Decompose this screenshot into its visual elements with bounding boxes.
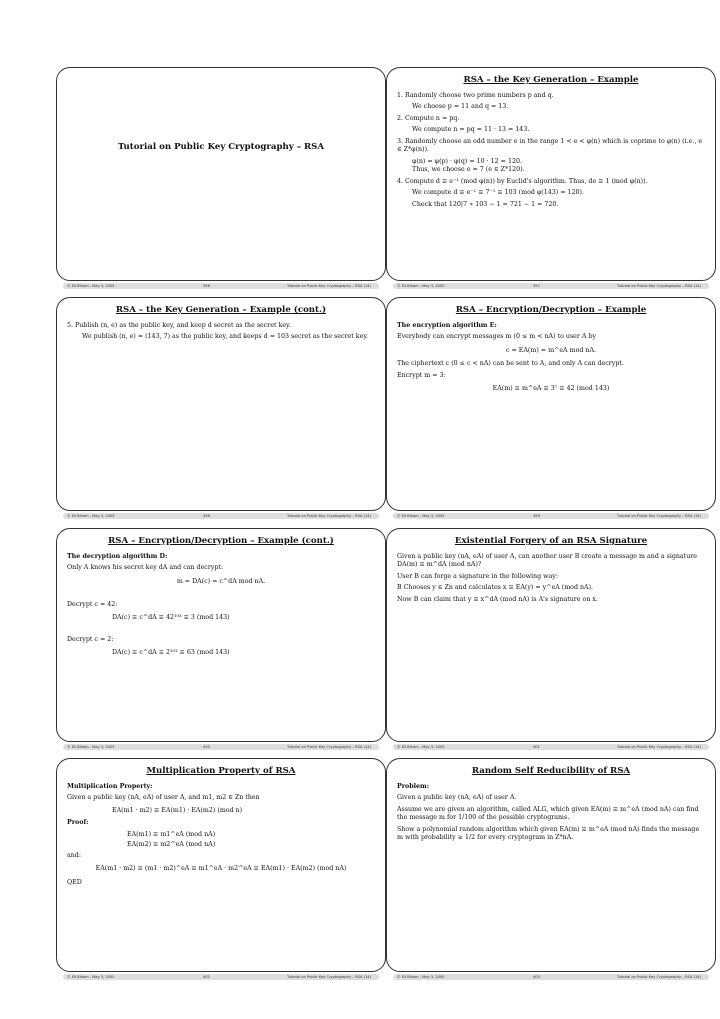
- text-line: Given a public key (nA, eA) of user A, can another user B create a message m and a signature DA(m) ≡ m^dA (mod nA)?: [397, 552, 698, 569]
- example-line: φ(n) = φ(p) · φ(q) = 10 · 12 = 120.: [412, 157, 522, 165]
- footer-course: Tutorial on Public Key Cryptography – RSA (14): [287, 514, 371, 518]
- equation: EA(m1 · m2) ≡ (m1 · m2)^eA ≡ m1^eA · m2^eA ≡ EA(m1) · EA(m2) (mod nA): [95, 865, 347, 873]
- footer-page: 397: [533, 284, 540, 288]
- step-line: 4. Compute d ≡ e⁻¹ (mod φ(n)) by Euclid's algorithm. Thus, de ≡ 1 (mod φ(n)).: [397, 177, 648, 185]
- section-heading: Proof:: [67, 819, 89, 827]
- footer-author: © Eli Biham - May 3, 2005: [67, 284, 115, 288]
- text-line: Now B can claim that y ≡ x^dA (mod nA) is A's signature on x.: [397, 595, 598, 603]
- text-line: Show a polynomial random algorithm which given EA(m) ≡ m^eA (mod nA) finds the message m with probability ≥ 1/2 for every cryptogram in Z*nA.: [397, 825, 700, 842]
- footer-page: 396: [203, 284, 210, 288]
- text-line: and:: [67, 851, 81, 859]
- footer-course: Tutorial on Public Key Cryptography – RSA (14): [287, 284, 371, 288]
- slide-398: [56, 297, 386, 518]
- step-line: 3. Randomly choose an odd number e in the range 1 < e < φ(n) which is coprime to φ(n) (i.e., e ∈ Z*φ(n)).: [397, 137, 703, 154]
- slide-397: [386, 67, 716, 288]
- text-line: Everybody can encrypt messages m (0 ≤ m < nA) to user A by: [397, 333, 597, 341]
- text-line: Assume we are given an algorithm, called ALG, which given EA(m) ≡ m^eA (mod nA) can find the message m for 1/100 of the possible cryptograms.: [397, 805, 699, 822]
- text-line: B Chooses y ∈ Zn and calculates x ≡ EA(y) = y^eA (mod nA).: [397, 584, 594, 592]
- slide-400: [56, 528, 386, 749]
- equation: EA(m) ≡ m^eA ≡ 3⁷ ≡ 42 (mod 143): [492, 385, 610, 393]
- footer-page: 403: [533, 975, 540, 979]
- step-line: 5. Publish (n, e) as the public key, and keep d secret as the secret key.: [67, 321, 291, 329]
- equation: m = DA(c) = c^dA mod nA.: [176, 577, 266, 585]
- slide-footer: [63, 974, 379, 980]
- footer-page: 401: [533, 745, 540, 749]
- equation: EA(m1) ≡ m1^eA (mod nA): [127, 830, 216, 838]
- example-line: We compute d ≡ e⁻¹ ≡ 7⁻¹ ≡ 103 (mod φ(143) = 120).: [412, 189, 584, 197]
- footer-course: Tutorial on Public Key Cryptography – RSA (14): [617, 514, 701, 518]
- footer-author: © Eli Biham - May 3, 2005: [67, 514, 115, 518]
- example-line: Thus, we choose e = 7 (e ∈ Z*120).: [412, 166, 525, 174]
- text-line: Given a public key (nA, eA) of user A.: [397, 794, 517, 802]
- footer-course: Tutorial on Public Key Cryptography – RSA (14): [287, 745, 371, 749]
- equation: EA(m2) ≡ m2^eA (mod nA): [127, 841, 216, 849]
- slide-footer: [63, 283, 379, 289]
- slide-401: [386, 528, 716, 749]
- example-line: We publish (n, e) = (143, 7) as the public key, and keeps d = 103 secret as the secret key.: [82, 333, 369, 341]
- slide-title: Tutorial on Public Key Cryptography – RSA: [117, 142, 325, 152]
- example-line: We compute n = pq = 11 · 13 = 143.: [412, 126, 530, 134]
- text-line: Decrypt c = 42:: [67, 601, 118, 609]
- slide-402: [56, 758, 386, 979]
- text-line: Given a public key (nA, eA) of user A, and m1, m2 ∈ Zn then: [67, 794, 260, 802]
- footer-page: 402: [203, 975, 210, 979]
- example-line: We choose p = 11 and q = 13.: [412, 103, 509, 111]
- text-line: The ciphertext c (0 ≤ c < nA) can be sent to A, and only A can decrypt.: [397, 360, 624, 368]
- slide-title: RSA – the Key Generation – Example: [463, 75, 639, 85]
- slide-title: RSA – Encryption/Decryption – Example (cont.): [108, 536, 334, 546]
- equation: DA(c) ≡ c^dA ≡ 42¹⁰³ ≡ 3 (mod 143): [112, 613, 230, 621]
- text-line: Decrypt c = 2:: [67, 636, 114, 644]
- text-line: Encrypt m = 3:: [397, 371, 446, 379]
- text-line: QED: [67, 878, 82, 886]
- footer-author: © Eli Biham - May 3, 2005: [397, 745, 445, 749]
- example-line: Check that 120|7 ∗ 103 − 1 = 721 − 1 = 720.: [412, 200, 559, 208]
- footer-author: © Eli Biham - May 3, 2005: [67, 745, 115, 749]
- footer-author: © Eli Biham - May 3, 2005: [397, 284, 445, 288]
- slide-title: Multiplication Property of RSA: [146, 766, 296, 776]
- section-heading: Problem:: [397, 782, 430, 790]
- slide-399: [386, 297, 716, 518]
- step-line: 1. Randomly choose two prime numbers p and q.: [397, 91, 554, 99]
- slide-396: [56, 67, 386, 288]
- section-heading: The encryption algorithm E:: [397, 321, 497, 329]
- footer-page: 399: [533, 514, 540, 518]
- footer-page: 398: [203, 514, 210, 518]
- footer-course: Tutorial on Public Key Cryptography – RSA (14): [617, 975, 701, 979]
- step-line: 2. Compute n = pq.: [397, 114, 460, 122]
- slide-footer: [63, 513, 379, 519]
- slide-403: [386, 758, 716, 979]
- section-heading: The decryption algorithm D:: [67, 552, 168, 560]
- footer-author: © Eli Biham - May 3, 2005: [397, 975, 445, 979]
- footer-course: Tutorial on Public Key Cryptography – RSA (14): [617, 745, 701, 749]
- footer-page: 400: [203, 745, 210, 749]
- slide-footer: [393, 513, 709, 519]
- slide-footer: [393, 974, 709, 980]
- section-heading: Multiplication Property:: [67, 782, 153, 790]
- text-line: User B can forge a signature in the following way:: [397, 572, 558, 580]
- slide-title: RSA – Encryption/Decryption – Example: [455, 305, 647, 315]
- slide-footer: [393, 283, 709, 289]
- slide-title: RSA – the Key Generation – Example (cont.): [115, 305, 327, 315]
- equation: EA(m1 · m2) ≡ EA(m1) · EA(m2) (mod n): [112, 806, 243, 814]
- footer-author: © Eli Biham - May 3, 2005: [67, 975, 115, 979]
- slide-footer: [393, 744, 709, 750]
- equation: c = EA(m) = m^eA mod nA.: [505, 346, 597, 354]
- equation: DA(c) ≡ c^dA ≡ 2¹⁰³ ≡ 63 (mod 143): [112, 648, 230, 656]
- footer-course: Tutorial on Public Key Cryptography – RSA (14): [287, 975, 371, 979]
- footer-author: © Eli Biham - May 3, 2005: [397, 514, 445, 518]
- slide-title: Random Self Reducibility of RSA: [471, 766, 631, 776]
- slide-title: Existential Forgery of an RSA Signature: [454, 536, 648, 546]
- footer-course: Tutorial on Public Key Cryptography – RSA (14): [617, 284, 701, 288]
- text-line: Only A knows his secret key dA and can decrypt:: [67, 564, 224, 572]
- slide-footer: [63, 744, 379, 750]
